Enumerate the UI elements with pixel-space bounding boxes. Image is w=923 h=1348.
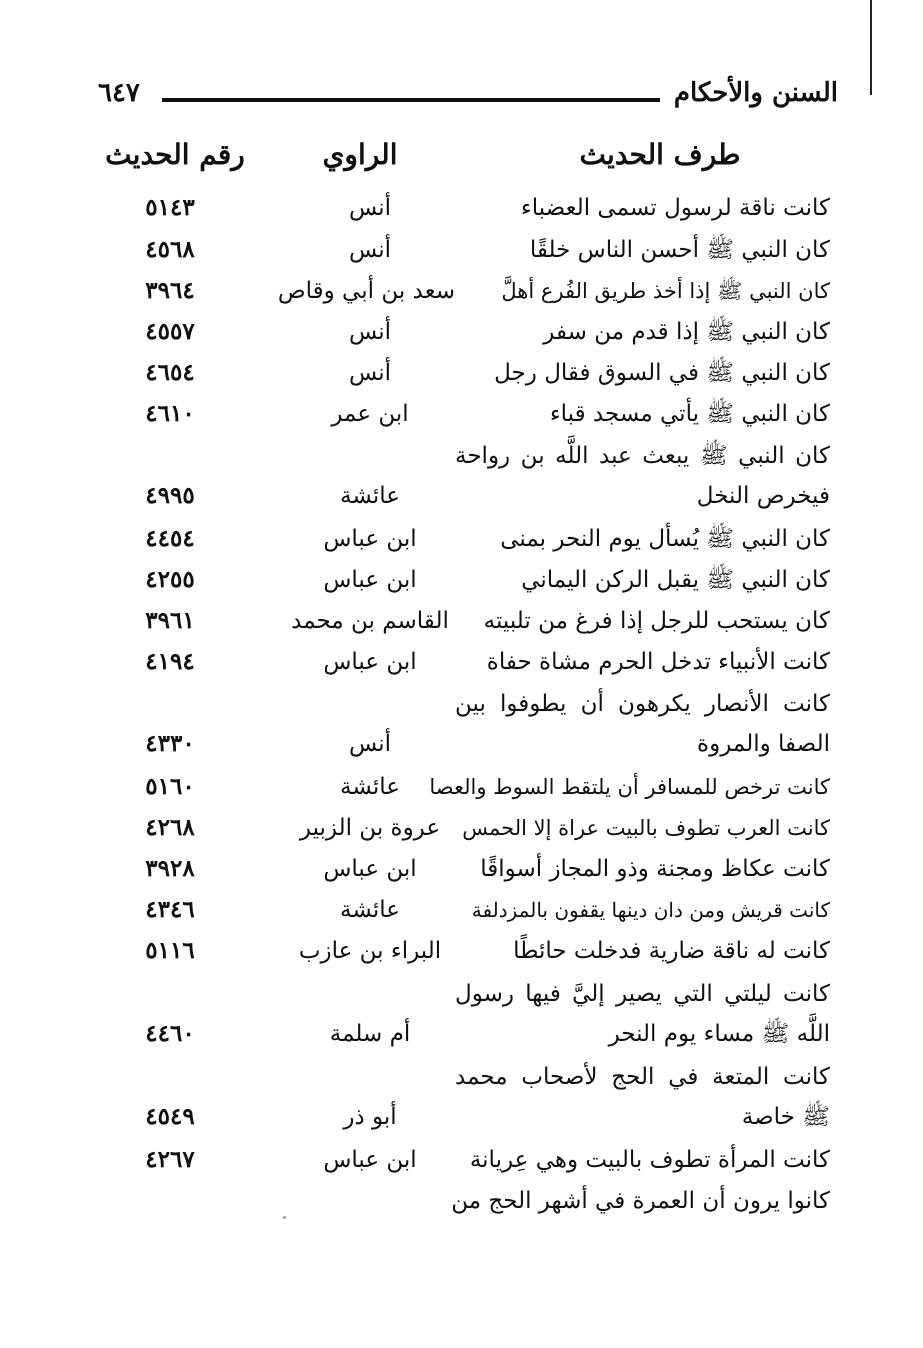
narrator: ابن عباس: [323, 1147, 417, 1173]
hadith-text: كان النبي ﷺ يقبل الركن اليماني: [521, 567, 830, 593]
hadith-number: ٤٦٥٤: [145, 359, 195, 386]
hadith-text: كانت ناقة لرسول تسمى العضباء: [520, 195, 830, 221]
hadith-text: كانت المتعة في الحج لأصحاب محمد ﷺ خاصة: [455, 1064, 830, 1130]
narrator: ابن عباس: [323, 649, 417, 675]
hadith-text: كان النبي ﷺ أحسن الناس خلقًا: [529, 237, 830, 263]
narrator: ابن عباس: [323, 567, 417, 593]
hadith-number: ٣٩٦٤: [145, 277, 195, 304]
narrator: أنس: [348, 237, 392, 263]
narrator: البراء بن عازب: [298, 938, 442, 964]
hadith-text: كانت ليلتي التي يصير إليَّ فيها رسول اللَّه ﷺ مساء يوم النحر: [455, 981, 830, 1047]
narrator: عروة بن الزبير: [299, 815, 441, 841]
hadith-number: ٤٢٦٨: [145, 814, 195, 841]
hadith-text: كانت الأنصار يكرهون أن يطوفوا بين الصفا والمروة: [455, 691, 830, 757]
hadith-text: كان النبي ﷺ يُسأل يوم النحر بمنى: [500, 526, 830, 552]
narrator: أنس: [348, 731, 392, 757]
chapter-title: السنن والأحكام: [673, 78, 838, 108]
hadith-text: كانوا يرون أن العمرة في أشهر الحج من: [451, 1188, 830, 1214]
hadith-text: كان النبي ﷺ يأتي مسجد قباء: [549, 401, 830, 427]
hadith-text: كانت الأنبياء تدخل الحرم مشاة حفاة: [486, 649, 830, 675]
hadith-text: كان النبي ﷺ إذا أخذ طريق الفُرع أهلَّ: [501, 279, 830, 303]
hadith-number: ٤٢٦٧: [145, 1146, 195, 1173]
margin-line: [870, 0, 872, 95]
hadith-number: ٤١٩٤: [145, 648, 195, 675]
narrator: القاسم بن محمد: [291, 608, 449, 634]
hadith-number: ٤٤٥٤: [145, 525, 195, 552]
hadith-number: ٥١١٦: [145, 937, 195, 964]
hadith-number: ٤٩٩٥: [145, 482, 195, 509]
hadith-number: ٤٣٤٦: [145, 896, 195, 923]
narrator: ابن عباس: [323, 856, 417, 882]
hadith-text: كان النبي ﷺ إذا قدم من سفر: [543, 319, 830, 345]
hadith-text: كان النبي ﷺ في السوق فقال رجل: [494, 360, 830, 386]
hadith-number: ٤٤٦٠: [145, 1020, 195, 1047]
narrator: ابن عمر: [331, 401, 409, 427]
column-header-narrator: الراوي: [322, 138, 398, 171]
hadith-number: ٣٩٦١: [145, 607, 195, 634]
hadith-number: ٥١٤٣: [145, 194, 195, 221]
hadith-text: كانت ترخص للمسافر أن يلتقط السوط والعصا: [429, 775, 830, 799]
header-rule: [162, 98, 660, 102]
hadith-number: ٤٥٥٧: [145, 318, 195, 345]
narrator: أنس: [348, 360, 392, 386]
narrator: سعد بن أبي وقاص: [277, 278, 455, 304]
hadith-text: كان النبي ﷺ يبعث عبد اللَّه بن رواحة فيخرص النخل: [455, 443, 830, 509]
narrator: عائشة: [340, 774, 400, 800]
column-header-hadith: طرف الحديث: [579, 138, 741, 171]
hadith-text: كانت عكاظ ومجنة وذو المجاز أسواقًا: [480, 856, 830, 882]
hadith-number: ٤٦١٠: [145, 400, 195, 427]
column-header-number: رقم الحديث: [105, 138, 245, 171]
hadith-number: ٣٩٢٨: [145, 855, 195, 882]
narrator: أنس: [348, 195, 392, 221]
narrator: أبو ذر: [343, 1104, 397, 1130]
narrator: عائشة: [340, 483, 400, 509]
hadith-number: ٤٥٤٩: [145, 1103, 195, 1130]
print-speck: [283, 1216, 286, 1219]
narrator: أنس: [348, 319, 392, 345]
hadith-text: كانت له ناقة ضارية فدخلت حائطًا: [513, 938, 830, 964]
hadith-text: كانت العرب تطوف بالبيت عراة إلا الحمس: [462, 816, 830, 840]
narrator: عائشة: [340, 897, 400, 923]
hadith-text: كان يستحب للرجل إذا فرغ من تلبيته: [483, 608, 830, 634]
hadith-text: كانت المرأة تطوف بالبيت وهي عِريانة: [469, 1147, 830, 1173]
narrator: أم سلمة: [329, 1021, 411, 1047]
hadith-number: ٤٢٥٥: [145, 566, 195, 593]
hadith-text: كانت قريش ومن دان دينها يقفون بالمزدلفة: [471, 898, 830, 922]
page-number: ٦٤٧: [98, 78, 140, 108]
narrator: ابن عباس: [323, 526, 417, 552]
hadith-number: ٤٣٣٠: [145, 730, 195, 757]
page-header: [98, 78, 838, 120]
hadith-number: ٥١٦٠: [145, 773, 195, 800]
hadith-number: ٤٥٦٨: [145, 236, 195, 263]
